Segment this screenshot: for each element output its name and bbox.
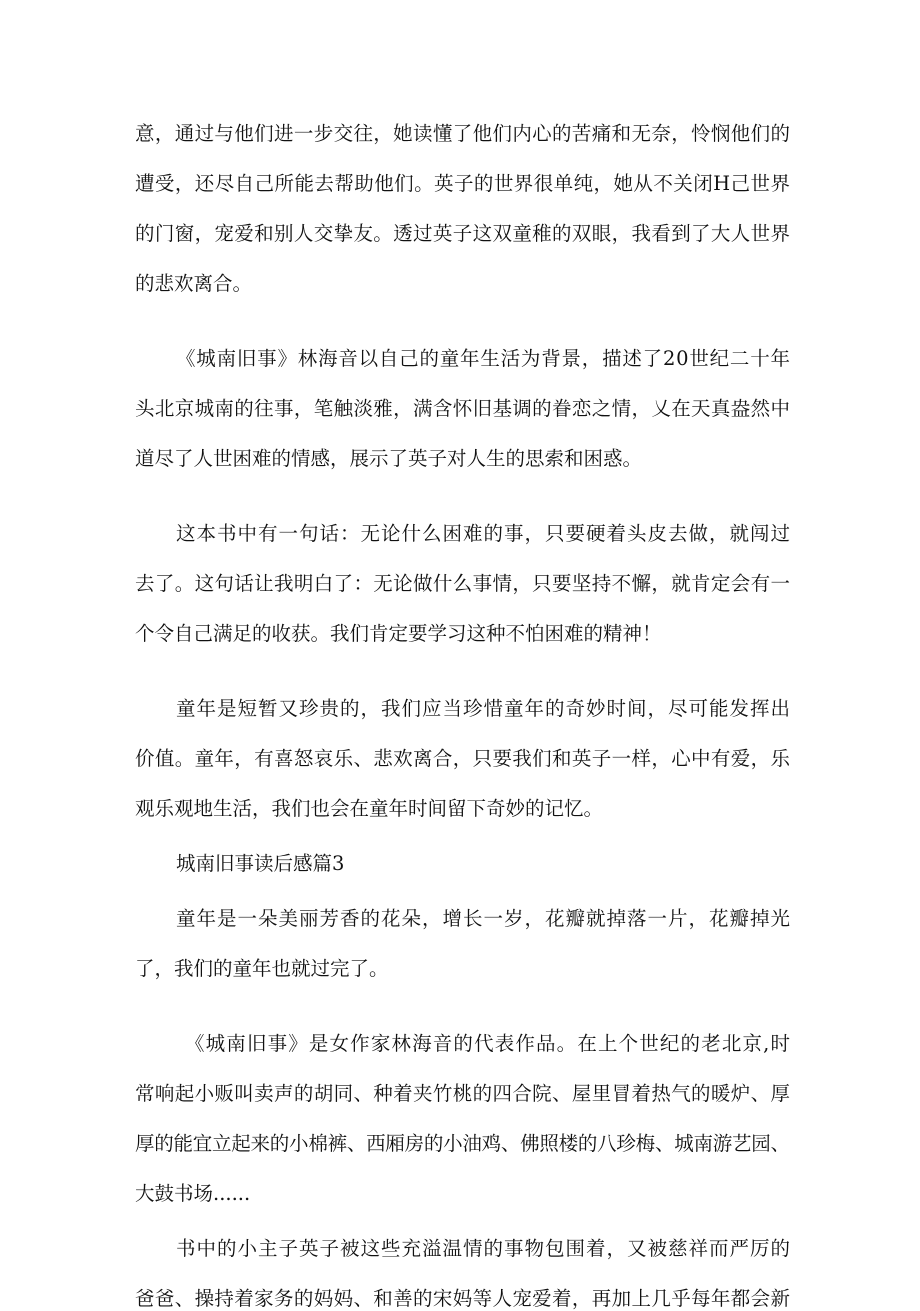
text-line: 观乐观地生活，我们也会在童年时间留下奇妙的记忆。: [135, 797, 604, 820]
text-line: 《城南旧事》林海音以自己的童年生活为背景，描述了20世纪二十年: [176, 347, 791, 370]
text-line: 爸爸、操持着家务的妈妈、和善的宋妈等人宠爱着，再加上几乎每年都会新: [135, 1287, 791, 1310]
text-line: 厚的能宜立起来的小棉裤、西厢房的小油鸡、佛照楼的八珍梅、城南游艺园、: [135, 1132, 790, 1155]
text-line: 了，我们的童年也就过完了。: [135, 957, 389, 980]
text-line: 的门窗，宠爱和别人交挚友。透过英子这双童稚的双眼，我看到了大人世界: [135, 222, 791, 245]
text-line: 《城南旧事》是女作家林海音的代表作品。在上个世纪的老北京,时: [185, 1032, 792, 1055]
text-line: 个令自己满足的收获。我们肯定要学习这种不怕困难的精神！: [135, 622, 662, 645]
text-line: 这本书中有一句话：无论什么困难的事，只要硬着头皮去做，就闯过: [176, 522, 791, 545]
text-line: 的悲欢离合。: [135, 272, 253, 295]
text-line: 价值。童年，有喜怒哀乐、悲欢离合，只要我们和英子一样，心中有爱，乐: [135, 747, 791, 770]
text-line: 去了。这句话让我明白了：无论做什么事情，只要坚持不懈，就肯定会有一: [135, 572, 791, 595]
text-line: 头北京城南的往事，笔触淡雅，满含怀旧基调的眷恋之情，乂在天真盎然中: [135, 397, 791, 420]
text-line: 道尽了人世困难的情感，展示了英子对人生的思索和困惑。: [135, 447, 643, 470]
text-line: 意，通过与他们进一步交往，她读懂了他们内心的苦痛和无奈，怜悯他们的: [135, 122, 791, 145]
text-line: 大鼓书场......: [135, 1182, 251, 1205]
text-line: 常响起小贩叫卖声的胡同、种着夹竹桃的四合院、屋里冒着热气的暖炉、厚: [135, 1082, 791, 1105]
section-heading: 城南旧事读后感篇3: [176, 852, 345, 875]
text-line: 童年是一朵美丽芳香的花朵，增长一岁，花瓣就掉落一片，花瓣掉光: [176, 907, 791, 930]
text-line: 书中的小主子英子被这些充溢温情的事物包围着，又被慈祥而严厉的: [176, 1237, 791, 1260]
text-line: 童年是短暂又珍贵的，我们应当珍惜童年的奇妙时间，尽可能发挥出: [176, 697, 791, 720]
text-line: 遭受，还尽自己所能去帮助他们。英子的世界很单纯，她从不关闭H己世界: [135, 172, 791, 195]
